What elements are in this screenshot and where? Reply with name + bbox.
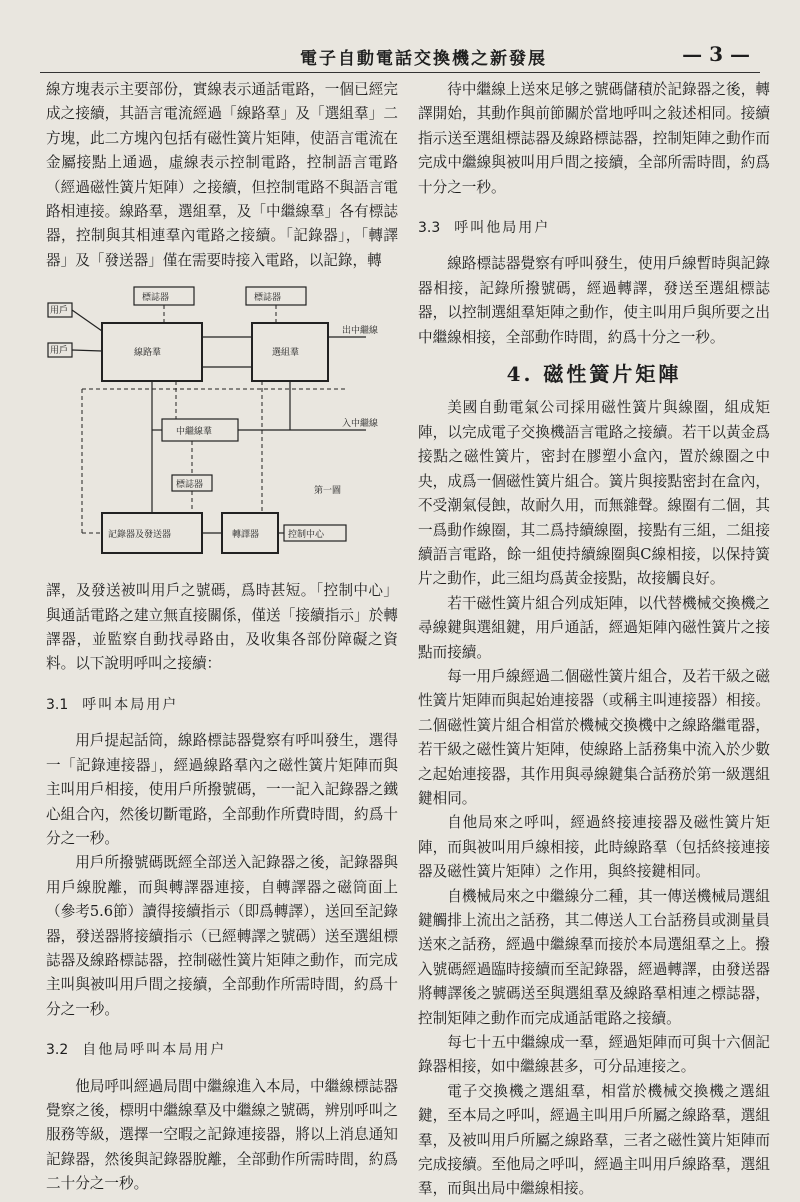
section-3-2-para: 他局呼叫經過局間中繼線進入本局，中繼線標誌器覺察之後，標明中繼線羣及中繼線之號碼，辨別呼叫之服務等級，選擇一空暇之記錄連接器，將以上消息通知記錄器，然後與記錄器脫離，全部動作所需時間，約爲二十分之一秒。 — [46, 1077, 398, 1193]
section-3-3-number: 3.3 — [418, 220, 441, 237]
section-3-2-continued: 待中繼線上送來足够之號碼儲積於記錄器之後，轉譯開始，其動作與前節關於當地呼叫之敍述相同。接續指示送至選組標誌器及線路標誌器，控制矩陣之動作而完成中繼線與被叫用戶間之接續，全部所需時間，約爲十分之一秒。 — [418, 81, 770, 196]
diagram-control-center: 控制中心 — [288, 530, 325, 541]
section-3-2-number: 3.2 — [46, 1042, 69, 1059]
diagram-marker-1: 標誌器 — [142, 293, 170, 304]
section-3-1-title: 呼叫本局用户 — [82, 696, 179, 713]
diagram-user-2: 用戶 — [50, 346, 69, 357]
section-3-3-heading — [418, 216, 770, 240]
diagram-translator: 轉譯器 — [232, 530, 260, 541]
figure-1-block-diagram — [46, 279, 398, 569]
section-4-heading: 4. 磁性簧片矩陣 — [506, 362, 682, 387]
diagram-user-1: 用戶 — [50, 306, 69, 317]
section-4-para-2: 若干磁性簧片組合列成矩陣，以代替機械交換機之尋線鍵與選組鍵，用戶通話，經過矩陣內磁性簧片之接點而接續。 — [418, 594, 770, 661]
diagram-in-trunk: 入中繼線 — [342, 419, 379, 430]
diagram-marker-3: 標誌器 — [176, 480, 204, 491]
section-4-para-4: 自他局來之呼叫，經過終接連接器及磁性簧片矩陣，而與被叫用戶線相接，此時線路羣（包括終接連接器及磁性簧片矩陣）之作用，與終接鍵相同。 — [418, 814, 770, 881]
diagram-figure-label: 第一圖 — [314, 486, 342, 497]
section-3-1-para-1: 用戶提起話筒，線路標誌器覺察有呼叫發生，選得一「記錄連接器」，經過線路羣內之磁性簧片矩陣而與主叫用戶相接，使用戶所撥號碼，一一記入記錄器之鐵心組合內，然後切斷電路，全部動作所費時間，約爲十分之一秒。 — [46, 732, 398, 847]
section-3-3-title: 呼叫他局用户 — [454, 220, 551, 237]
diagram-marker-2: 標誌器 — [254, 293, 282, 304]
diagram-trunk-group: 中繼線羣 — [176, 427, 213, 438]
left-column — [46, 78, 398, 1197]
diagram-registers: 記錄器及發送器 — [108, 530, 172, 541]
section-3-1-number: 3.1 — [46, 696, 69, 713]
header-title: 電子自動電話交換機之新發展 — [300, 49, 547, 69]
diagram-line-group: 線路羣 — [134, 348, 162, 359]
right-column — [418, 78, 770, 1202]
running-header — [40, 42, 760, 73]
section-4-para-6: 每七十五中繼線成一羣，經過矩陣而可與十六個記錄器相接，如中繼線甚多，可分品連接之。 — [418, 1034, 770, 1076]
section-3-2-heading — [46, 1038, 398, 1062]
diagram-select-group: 選組羣 — [272, 348, 300, 359]
section-3-1-para-2: 用戶所撥號碼既經全部送入記錄器之後，記錄器與用戶線脫離，而與轉譯器連接，自轉譯器之磁筒面上（參考5.6節）讀得接續指示（即爲轉譯），送回至記錄器，發送器將接續指示（已經轉譯之號碼）送至選組標誌器及線路標誌器，控制磁性簧片矩陣之動作，而完成主叫與被叫用戶間之接續，全部動作所需時間，約爲十分之一秒。 — [46, 854, 398, 1018]
section-4-para-7: 電子交換機之選組羣，相當於機械交換機之選組鍵，至本局之呼叫，經過主叫用戶所屬之線路羣，選組羣，及被叫用戶所屬之線路羣，三者之磁性簧片矩陣而完成接續。至他局之呼叫，經過主叫用戶線路羣，選組羣，而與出局中繼線相接。 — [418, 1082, 770, 1198]
diagram-out-trunk: 出中繼線 — [342, 326, 379, 337]
intro-paragraph: 線方塊表示主要部份，實線表示通話電路，一個已經完成之接續，其語言電流經過「線路羣」及「選組羣」二方塊，此二方塊內包括有磁性簧片矩陣，使語言電流在金屬接點上通過，虛線表示控制電路，控制語言電路（經過磁性簧片矩陣）之接續，但控制電路不與語言電路相連接。線路羣，選組羣，及「中繼線羣」各有標誌器，控制與其相連羣內電路之接續。「記錄器」，「轉譯器」及「發送器」僅在需要時接入電路，以記錄，轉 — [46, 81, 398, 269]
page-number: — 3 — — [682, 42, 750, 66]
after-diagram-paragraph: 譯，及發送被叫用戶之號碼，爲時甚短。「控制中心」與通話電路之建立無直接關係，僅送「接續指示」於轉譯器，並監察自動找尋路由，及收集各部份障礙之資料。以下說明呼叫之接續： — [46, 582, 398, 673]
section-4-para-5: 自機械局來之中繼線分二種，其一傳送機械局選組鍵觸排上流出之話務，其二傳送人工台話務員或測量員送來之話務，經過中繼線羣而接於本局選組羣之上。撥入號碼經過臨時接續而至記錄器，經過轉譯，由發送器將轉譯後之號碼送至與選組羣及線路羣相連之標誌器，控制矩陣之動作而完成通話電路之接續。 — [418, 887, 770, 1027]
section-4-para-3: 每一用戶線經過二個磁性簧片組合，及若干級之磁性簧片矩陣而與起始連接器（或稱主叫連接器）相接。二個磁性簧片組合相當於機械交換機中之線路繼電器，若干級之磁性簧片矩陣，使線路上話務集中流入於少數之起始連接器，其作用與尋線鍵集合話務於第一級選組鍵相同。 — [418, 667, 770, 807]
section-3-3-para: 線路標誌器覺察有呼叫發生，使用戶線暫時與記錄器相接，記錄所撥號碼，經過轉譯，發送至選組標誌器，以控制選組羣矩陣之動作，使主叫用戶與所要之出中繼線相接，全部動作時間，約爲十分之一秒。 — [418, 255, 770, 346]
section-3-2-title: 自他局呼叫本局用户 — [82, 1042, 227, 1059]
figure-1-svg — [46, 279, 398, 569]
section-3-1-heading — [46, 693, 398, 717]
section-4-para-1: 美國自動電氣公司採用磁性簧片與線圈，組成矩陣，以完成電子交換機語言電路之接續。若干以黃金爲接點之磁性簧片，密封在膠塑小盒內，置於線圈之中央，成爲一個磁性簧片組合。簧片與接點密封在盒內，不受潮氣侵蝕，故耐久用，而無雜聲。線圈有二個，其一爲動作線圈，其二爲持續線圈，接點有三組，二組接續語言電路，餘一組使持續線圈與C線相接，以保持簧片之動作，此三組均爲黃金接點，故接觸良好。 — [418, 399, 770, 588]
